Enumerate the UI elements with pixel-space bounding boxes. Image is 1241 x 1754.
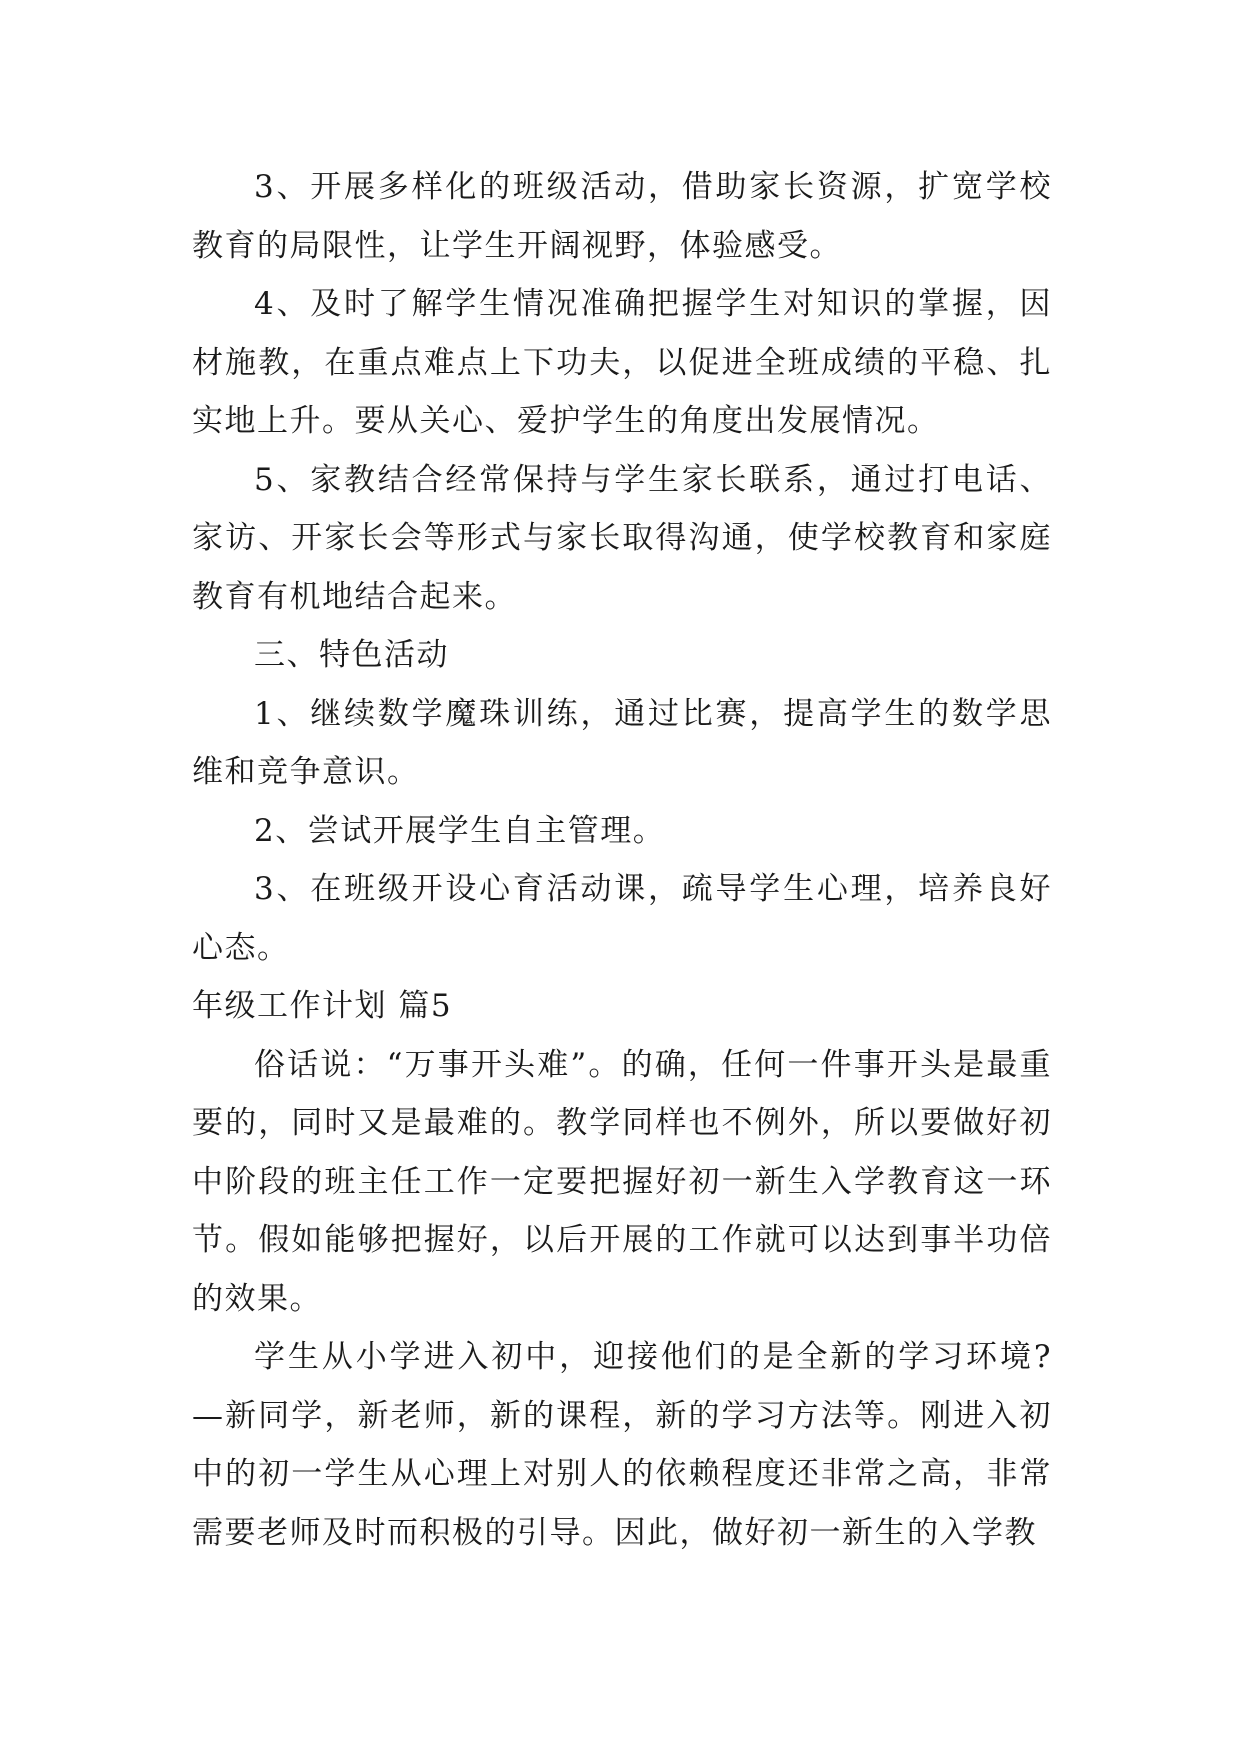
paragraph-feature-3: 3、在班级开设心育活动课，疏导学生心理，培养良好心态。	[192, 871, 1052, 966]
paragraph-transition: 学生从小学进入初中，迎接他们的是全新的学习环境?—新同学，新老师，新的课程，新的学习方法等。刚进入初中的初一学生从心理上对别人的依赖程度还非常之高，非常需要老师及时而积极的引导。因此，做好初一新生的入学教	[192, 1339, 1052, 1551]
article-title: 年级工作计划 篇5	[192, 988, 453, 1024]
paragraph-feature-1: 1、继续数学魔珠训练，通过比赛，提高学生的数学思维和竞争意识。	[192, 695, 1052, 790]
section-heading-features: 三、特色活动	[254, 637, 449, 673]
paragraph-intro: 俗话说：“万事开头难”。的确，任何一件事开头是最重要的，同时又是最难的。教学同样也不例外，所以要做好初中阶段的班主任工作一定要把握好初一新生入学教育这一环节。假如能够把握好，以后开展的工作就可以达到事半功倍的效果。	[192, 1046, 1052, 1317]
paragraph-item-3: 3、开展多样化的班级活动，借助家长资源，扩宽学校教育的局限性，让学生开阔视野，体验感受。	[192, 169, 1052, 264]
paragraph-feature-2: 2、尝试开展学生自主管理。	[254, 812, 666, 849]
paragraph-item-4: 4、及时了解学生情况准确把握学生对知识的掌握，因材施教，在重点难点上下功夫，以促进全班成绩的平稳、扎实地上升。要从关心、爱护学生的角度出发展情况。	[192, 286, 1052, 439]
paragraph-item-5: 5、家教结合经常保持与学生家长联系，通过打电话、家访、开家长会等形式与家长取得沟通，使学校教育和家庭教育有机地结合起来。	[192, 461, 1052, 615]
document-body	[192, 158, 1052, 1562]
